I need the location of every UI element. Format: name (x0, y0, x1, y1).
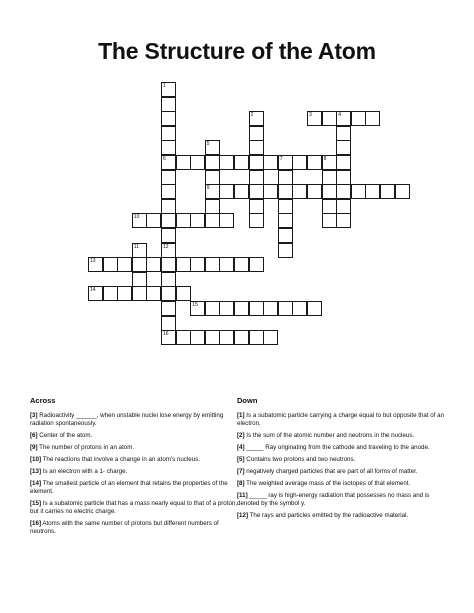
grid-cell[interactable] (322, 213, 337, 228)
grid-cell[interactable] (292, 301, 307, 316)
grid-cell[interactable] (292, 184, 307, 199)
across-clue-list (30, 412, 238, 536)
grid-cell[interactable] (322, 170, 337, 185)
across-clue (30, 520, 238, 536)
grid-cell[interactable] (307, 301, 322, 316)
grid-cell[interactable] (132, 257, 147, 272)
clue-number: 2 (250, 112, 254, 119)
across-clue (30, 500, 238, 516)
clue-number: 3 (309, 112, 312, 119)
grid-cell[interactable] (249, 330, 264, 345)
grid-cell[interactable] (249, 126, 264, 141)
grid-cell[interactable] (88, 286, 103, 301)
grid-cell[interactable] (190, 257, 205, 272)
grid-cell[interactable] (205, 184, 220, 199)
grid-cell[interactable] (249, 111, 264, 126)
grid-cell[interactable] (278, 184, 293, 199)
grid-cell[interactable] (161, 301, 176, 316)
clue-number: 13 (90, 258, 96, 265)
clue-number: 10 (133, 214, 140, 221)
grid-cell[interactable] (249, 257, 264, 272)
clue-text: Radioactivity ______, when unstable nuclei lose energy by emitting radiation spontaneously. (30, 412, 224, 427)
grid-cell[interactable] (219, 330, 234, 345)
grid-cell[interactable] (278, 170, 293, 185)
grid-cell[interactable] (365, 184, 380, 199)
clue-text: The number of protons in an atom. (37, 444, 135, 451)
grid-cell[interactable] (278, 243, 293, 258)
clue-text: Is an electron with a 1- charge. (41, 468, 128, 475)
grid-cell[interactable] (161, 316, 176, 331)
clue-number: 8 (323, 156, 327, 162)
grid-cell[interactable] (117, 286, 132, 301)
grid-cell[interactable] (249, 301, 264, 316)
down-clue (237, 492, 445, 508)
grid-cell[interactable] (161, 243, 176, 258)
grid-cell[interactable] (88, 257, 103, 272)
clue-number: 6 (163, 156, 166, 162)
grid-cell[interactable] (132, 243, 147, 258)
grid-cell[interactable] (336, 213, 351, 228)
clue-text: Is the sum of the atomic number and neutrons in the nucleus. (244, 432, 415, 439)
clue-number: 7 (279, 156, 283, 162)
grid-cell[interactable] (161, 286, 176, 301)
grid-cell[interactable] (219, 155, 234, 170)
grid-cell[interactable] (205, 330, 220, 345)
clue-text: The weighted average mass of the isotopes of that element. (244, 480, 411, 487)
grid-cell[interactable] (176, 330, 191, 345)
clue-label: [16] (30, 520, 42, 527)
clue-number: 11 (133, 243, 139, 250)
grid-cell[interactable] (278, 228, 293, 243)
clue-number: 5 (206, 141, 210, 148)
grid-cell[interactable] (161, 184, 176, 199)
grid-cell[interactable] (161, 170, 176, 185)
clue-number: 4 (338, 112, 341, 119)
clue-label: [7] (237, 468, 245, 475)
grid-cell[interactable] (322, 111, 337, 126)
grid-cell[interactable] (219, 184, 234, 199)
grid-cell[interactable] (234, 330, 249, 345)
clue-text: Is a subatomic particle carrying a charge equal to but opposite that of an electron. (237, 412, 445, 427)
grid-cell[interactable] (205, 170, 220, 185)
clue-text: Atoms with the same number of protons but different numbers of neutrons. (30, 520, 219, 535)
grid-cell[interactable] (307, 111, 322, 126)
grid-cell[interactable] (161, 213, 176, 228)
grid-cell[interactable] (161, 140, 176, 155)
grid-cell[interactable] (234, 301, 249, 316)
clue-label: [14] (30, 480, 42, 487)
down-clue (237, 468, 445, 476)
grid-cell[interactable] (190, 301, 205, 316)
grid-cell[interactable] (278, 155, 293, 170)
clue-label: [8] (237, 480, 245, 487)
grid-cell[interactable] (351, 184, 366, 199)
grid-cell[interactable] (365, 111, 380, 126)
grid-cell[interactable] (205, 213, 220, 228)
grid-cell[interactable] (249, 184, 264, 199)
grid-cell[interactable] (161, 199, 176, 214)
grid-cell[interactable] (322, 155, 337, 170)
grid-cell[interactable] (161, 97, 176, 112)
grid-cell[interactable] (263, 184, 278, 199)
clue-text: negatively charged particles that are part of all forms of matter. (244, 468, 418, 475)
clue-text: Contains two protons and two neutrons. (244, 456, 356, 463)
clue-label: [11] (237, 492, 248, 499)
clue-label: [5] (237, 456, 245, 463)
grid-cell[interactable] (146, 286, 161, 301)
across-clue (30, 444, 238, 452)
grid-cell[interactable] (395, 184, 410, 199)
grid-cell[interactable] (132, 286, 147, 301)
grid-cell[interactable] (307, 155, 322, 170)
clue-number: 16 (163, 331, 169, 338)
down-clue (237, 412, 445, 428)
grid-cell[interactable] (336, 111, 351, 126)
grid-cell[interactable] (263, 301, 278, 316)
clue-text: Is a subatomic particle that has a mass nearly equal to that of a proton, but it carries no electric charge. (30, 500, 238, 515)
grid-cell[interactable] (234, 155, 249, 170)
grid-cell[interactable] (234, 257, 249, 272)
clue-label: [15] (30, 500, 42, 507)
grid-cell[interactable] (336, 170, 351, 185)
grid-cell[interactable] (336, 184, 351, 199)
clue-number: 15 (192, 302, 198, 308)
clue-text: Center of the atom. (37, 432, 93, 439)
grid-cell[interactable] (219, 213, 234, 228)
clue-number: 1 (163, 83, 166, 89)
grid-cell[interactable] (336, 140, 351, 155)
clue-label: [12] (237, 512, 249, 519)
grid-cell[interactable] (205, 301, 220, 316)
grid-cell[interactable] (205, 257, 220, 272)
grid-cell[interactable] (161, 82, 176, 97)
across-clue (30, 468, 238, 476)
grid-cell[interactable] (307, 184, 322, 199)
grid-cell[interactable] (249, 155, 264, 170)
page-title: The Structure of the Atom (98, 38, 376, 64)
clue-text: The rays and particles emitted by the radioactive material. (248, 512, 409, 519)
grid-cell[interactable] (263, 155, 278, 170)
down-clue (237, 456, 445, 464)
down-clue (237, 432, 445, 440)
grid-cell[interactable] (249, 140, 264, 155)
grid-cell[interactable] (278, 199, 293, 214)
grid-cell[interactable] (176, 286, 191, 301)
grid-cell[interactable] (190, 330, 205, 345)
down-clue (237, 444, 445, 452)
across-clue (30, 480, 238, 496)
grid-cell[interactable] (234, 184, 249, 199)
clue-label: [6] (30, 432, 38, 439)
grid-cell[interactable] (161, 111, 176, 126)
across-clue (30, 456, 238, 464)
grid-cell[interactable] (161, 228, 176, 243)
grid-cell[interactable] (336, 199, 351, 214)
across-clues (30, 396, 238, 540)
grid-cell[interactable] (278, 301, 293, 316)
grid-cell[interactable] (161, 272, 176, 287)
grid-cell[interactable] (132, 272, 147, 287)
grid-cell[interactable] (146, 257, 161, 272)
down-clue-list (237, 412, 445, 520)
grid-cell[interactable] (132, 213, 147, 228)
clue-label: [1] (237, 412, 245, 419)
grid-cell[interactable] (336, 155, 351, 170)
clue-label: [13] (30, 468, 42, 475)
grid-cell[interactable] (292, 155, 307, 170)
grid-cell[interactable] (249, 213, 264, 228)
grid-cell[interactable] (219, 257, 234, 272)
grid-cell[interactable] (219, 301, 234, 316)
grid-cell[interactable] (117, 257, 132, 272)
grid-cell[interactable] (263, 330, 278, 345)
clue-text: _____ ray is high-energy radiation that possesses no mass and is denoted by the symbol y. (237, 492, 430, 507)
grid-cell[interactable] (190, 213, 205, 228)
across-clue (30, 432, 238, 440)
grid-cell[interactable] (336, 126, 351, 141)
grid-cell[interactable] (176, 257, 191, 272)
grid-cell[interactable] (205, 155, 220, 170)
grid-cell[interactable] (161, 155, 176, 170)
across-clue (30, 412, 238, 428)
grid-cell[interactable] (103, 257, 118, 272)
clue-number: 14 (90, 287, 96, 294)
clue-label: [3] (30, 412, 38, 419)
grid-cell[interactable] (322, 184, 337, 199)
clue-text: _____ Ray originating from the cathode and traveling to the anode. (244, 444, 430, 451)
clue-label: [2] (237, 432, 245, 439)
grid-cell[interactable] (161, 330, 176, 345)
down-heading: Down (237, 396, 258, 405)
grid-cell[interactable] (278, 213, 293, 228)
clue-label: [4] (237, 444, 245, 451)
grid-cell[interactable] (205, 199, 220, 214)
clue-number: 9 (206, 185, 210, 192)
grid-cell[interactable] (380, 184, 395, 199)
clue-text: The smallest particle of an element that retains the properties of the element. (30, 480, 228, 495)
down-clue (237, 512, 445, 520)
clue-label: [9] (30, 444, 38, 451)
grid-cell[interactable] (176, 213, 191, 228)
grid-cell[interactable] (146, 213, 161, 228)
grid-cell[interactable] (190, 155, 205, 170)
down-clues (237, 396, 445, 524)
clue-number: 12 (163, 243, 169, 250)
grid-cell[interactable] (322, 199, 337, 214)
down-clue (237, 480, 445, 488)
grid-cell[interactable] (161, 257, 176, 272)
grid-cell[interactable] (205, 140, 220, 155)
across-heading: Across (30, 396, 56, 405)
grid-cell[interactable] (103, 286, 118, 301)
grid-cell[interactable] (249, 199, 264, 214)
grid-cell[interactable] (351, 111, 366, 126)
grid-cell[interactable] (176, 155, 191, 170)
clue-text: The reactions that involve a change in an atom's nucleus. (41, 456, 200, 463)
grid-cell[interactable] (161, 126, 176, 141)
clue-label: [10] (30, 456, 42, 463)
grid-cell[interactable] (249, 170, 264, 185)
